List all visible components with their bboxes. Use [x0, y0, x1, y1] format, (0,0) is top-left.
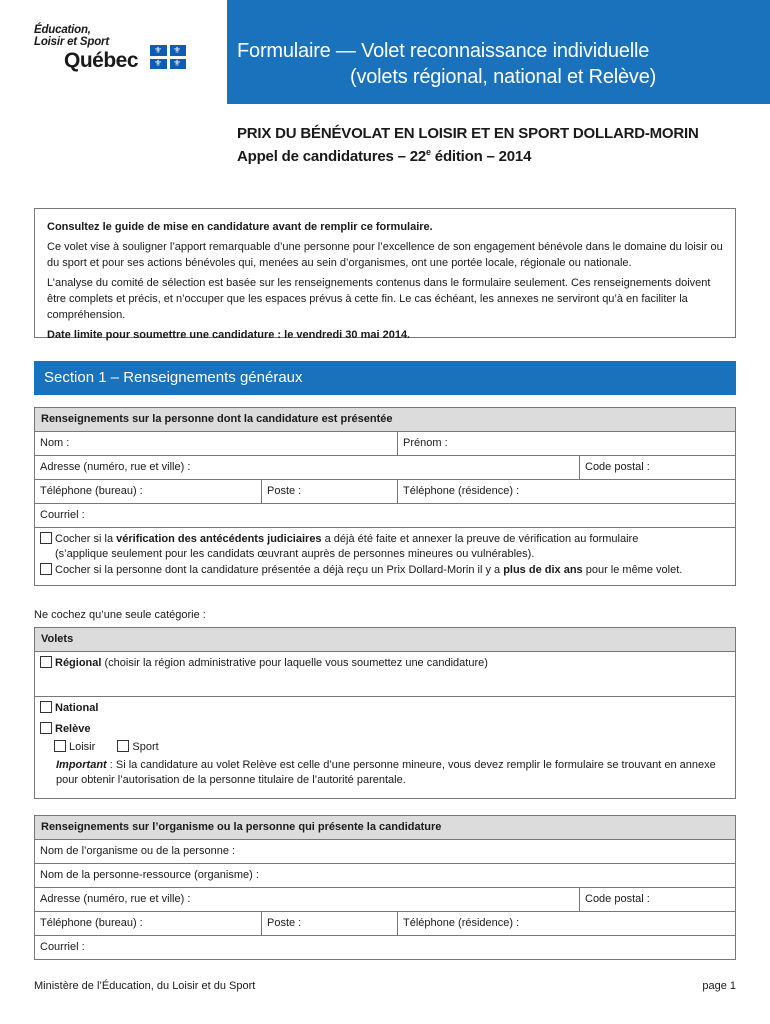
org-tel-bureau-field[interactable]: Téléphone (bureau) : — [40, 917, 143, 929]
volet-national-row[interactable] — [35, 696, 735, 720]
checkbox-icon[interactable] — [40, 722, 52, 734]
org-phone-row — [35, 911, 735, 935]
phone-row — [35, 479, 735, 503]
important-text: : Si la candidature au volet Relève est celle d’une personne mineure, vous devez remplir le formulaire se trouvant en annexe — [106, 759, 716, 771]
org-adresse-field[interactable]: Adresse (numéro, rue et ville) : — [40, 893, 191, 905]
quebec-logo — [34, 24, 194, 74]
personne-ressource-field[interactable]: Nom de la personne-ressource (organisme) : — [40, 869, 259, 881]
org-contact-row — [35, 863, 735, 887]
candidate-info-header: Renseignements sur la personne dont la candidature est présentée — [35, 408, 735, 431]
instructions-guide-note: Consultez le guide de mise en candidature avant de remplir ce formulaire. — [47, 221, 433, 233]
single-category-note: Ne cochez qu’une seule catégorie : — [34, 609, 206, 621]
check-text: Cocher si la — [55, 533, 117, 545]
page-number: page 1 — [702, 980, 736, 992]
adresse-field[interactable]: Adresse (numéro, rue et ville) : — [40, 461, 191, 473]
checkbox-icon[interactable] — [54, 740, 66, 752]
subtitle-part: Appel de candidatures – 22 — [237, 148, 427, 165]
code-postal-field[interactable]: Code postal : — [579, 456, 735, 479]
logo-line-2: Loisir et Sport — [34, 36, 109, 48]
name-row — [35, 431, 735, 455]
fleur-de-lis-icon: ⚜ — [154, 58, 163, 68]
check-prior-prize[interactable] — [40, 563, 730, 578]
check-text-bold: plus de dix ans — [503, 564, 583, 576]
quebec-flag-icon — [150, 45, 186, 69]
releve-suboptions — [40, 740, 730, 755]
important-label: Important — [56, 759, 107, 771]
volets-header: Volets — [35, 628, 735, 651]
national-label: National — [55, 702, 99, 714]
important-note — [40, 758, 730, 788]
regional-text: (choisir la région administrative pour laquelle vous soumettez une candidature) — [101, 657, 488, 669]
releve-label: Relève — [55, 723, 91, 735]
volet-releve-row — [35, 720, 735, 798]
fleur-de-lis-icon: ⚜ — [173, 58, 182, 68]
banner-title: Formulaire — Volet reconnaissance individuelle — [237, 40, 650, 62]
check-text-line2: (s’applique seulement pour les candidats œuvrant auprès de personnes mineures ou vulnérables). — [55, 548, 535, 560]
check-text-bold: vérification des antécédents judiciaires — [116, 533, 322, 545]
checkbox-icon[interactable] — [40, 701, 52, 713]
fleur-de-lis-icon: ⚜ — [154, 45, 163, 55]
check-text: a déjà été faite et annexer la preuve de vérification au formulaire — [321, 533, 639, 545]
section-1-header: Section 1 – Renseignements généraux — [34, 361, 736, 395]
checkbox-icon[interactable] — [40, 656, 52, 668]
org-email-row — [35, 935, 735, 959]
instructions-box — [34, 208, 736, 341]
deadline-text: Date limite pour soumettre une candidature : le vendredi 30 mai 2014. — [47, 329, 411, 341]
organisation-info-header: Renseignements sur l’organisme ou la personne qui présente la candidature — [35, 816, 735, 839]
footer-ministry: Ministère de l’Éducation, du Loisir et du Sport — [34, 980, 256, 992]
sport-option[interactable]: Sport — [132, 741, 159, 753]
instructions-purpose: Ce volet vise à souligner l’apport remarquable d’une personne pour l’excellence de son engagement bénévole dans le domaine du loisir ou du sport et pour ses actions bénévoles qui, menées au sein d’organismes, ont une portée locale, régionale ou nationale. — [47, 241, 723, 269]
subtitle-superscript: e — [426, 147, 431, 157]
checkbox-icon[interactable] — [117, 740, 129, 752]
address-row — [35, 455, 735, 479]
email-row — [35, 503, 735, 527]
checkbox-icon[interactable] — [40, 563, 52, 575]
org-tel-residence-field[interactable]: Téléphone (résidence) : — [397, 912, 735, 935]
banner-subtitle: (volets régional, national et Relève) — [350, 66, 657, 88]
org-courriel-field[interactable]: Courriel : — [40, 941, 85, 953]
releve-option[interactable] — [40, 722, 730, 737]
subtitle-part: édition – 2014 — [430, 148, 532, 165]
org-name-row — [35, 839, 735, 863]
tel-residence-field[interactable]: Téléphone (résidence) : — [397, 480, 735, 503]
candidate-info-table — [34, 407, 736, 586]
logo-line-1: Éducation, — [34, 24, 91, 36]
check-antecedents[interactable] — [40, 532, 730, 562]
regional-label: Régional — [55, 657, 102, 669]
fleur-de-lis-icon: ⚜ — [173, 45, 182, 55]
volets-table — [34, 627, 736, 799]
check-text: Cocher si la personne dont la candidature présentée a déjà reçu un Prix Dollard-Morin il y a — [55, 564, 504, 576]
org-address-row — [35, 887, 735, 911]
checkbox-icon[interactable] — [40, 532, 52, 544]
courriel-field[interactable]: Courriel : — [40, 509, 85, 521]
org-poste-field[interactable]: Poste : — [261, 912, 397, 935]
edition-subtitle — [237, 147, 531, 165]
org-code-postal-field[interactable]: Code postal : — [579, 888, 735, 911]
org-nom-field[interactable]: Nom de l’organisme ou de la personne : — [40, 845, 236, 857]
nom-field[interactable]: Nom : — [40, 437, 70, 449]
tel-bureau-field[interactable]: Téléphone (bureau) : — [40, 485, 143, 497]
form-title-banner — [227, 0, 770, 104]
loisir-option[interactable]: Loisir — [69, 741, 96, 753]
checks-row — [35, 527, 735, 585]
poste-field[interactable]: Poste : — [261, 480, 397, 503]
organisation-info-table — [34, 815, 736, 960]
logo-name: Québec — [64, 49, 139, 72]
prenom-field[interactable]: Prénom : — [397, 432, 735, 455]
volet-regional-row[interactable] — [35, 651, 735, 696]
instructions-analysis: L’analyse du comité de sélection est basée sur les renseignements contenus dans le formulaire seulement. Ces renseignements doivent être complets et précis, et n’occuper que les espaces prévus à cette fin. Le cas échéant, les annexes ne serviront qu’à en faciliter la compréhension. — [47, 277, 711, 321]
important-text-line2: pour obtenir l’autorisation de la personne titulaire de l’autorité parentale. — [56, 774, 406, 786]
prize-title: PRIX DU BÉNÉVOLAT EN LOISIR ET EN SPORT DOLLARD-MORIN — [237, 125, 699, 142]
check-text: pour le même volet. — [582, 564, 683, 576]
